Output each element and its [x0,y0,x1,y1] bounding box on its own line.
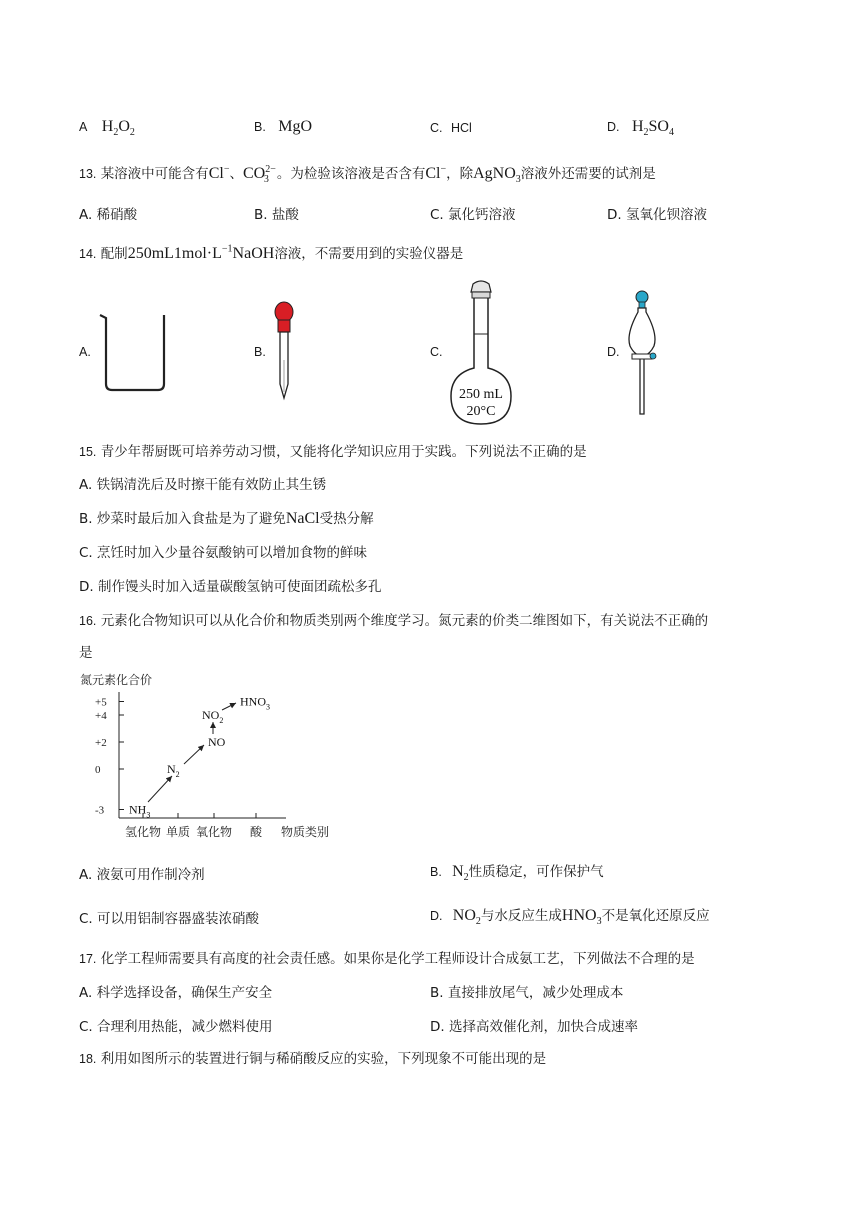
q13-option-a[interactable]: A. 稀硝酸 [79,207,138,223]
x-tick-label: 酸 [249,825,263,839]
arrow-nh3-to-n2 [148,776,172,802]
arrow-no2-to-hno3 [222,703,236,710]
q16-option-b[interactable]: B. $N_2$性质稳定，可作保护气 [430,863,604,884]
q14-option-c-label[interactable]: C. [430,345,443,359]
y-tick-label: -3 [95,804,105,817]
data-point-no: NO [208,735,226,749]
nitrogen-valence-chart [76,668,346,846]
q17-option-b[interactable]: B. 直接排放尾气，减少处理成本 [430,985,624,1001]
y-tick-label: 0 [95,764,101,776]
x-tick-label: 单质 [165,825,191,839]
separatory-funnel-icon[interactable] [622,290,662,418]
x-tick-label: 氧化物 [195,825,233,839]
y-tick-label: +4 [95,710,107,722]
q16-option-c[interactable]: C. 可以用铝制容器盛装浓硝酸 [79,911,260,927]
chart-xlabel: 物质类别 [281,825,330,839]
flask-temperature-label: 20°C [466,404,496,419]
y-tick-label: +5 [95,696,107,709]
question-15-stem: 15. 青少年帮厨既可培养劳动习惯，又能将化学知识应用于实践。下列说法不正确的是 [79,444,587,460]
data-point-n2: $N_2$ [167,762,180,779]
q12-option-a[interactable]: A $H_2O_2$ [79,118,135,139]
y-tick-label: +2 [95,737,107,749]
beaker-icon[interactable] [96,310,172,394]
data-point-nh3: $NH_3$ [129,802,151,820]
q17-option-d[interactable]: D. 选择高效催化剂，加快合成速率 [430,1019,638,1035]
q15-option-b[interactable]: B. 炒菜时最后加入食盐是为了避免NaCl受热分解 [79,510,374,527]
q15-option-c[interactable]: C. 烹饪时加入少量谷氨酸钠可以增加食物的鲜味 [79,545,368,561]
data-point-no2: $NO_2$ [202,708,224,725]
data-point-hno3: $HNO_3$ [240,694,270,712]
chart-ylabel: 氮元素化合价 [80,673,153,687]
dropper-icon[interactable] [270,300,300,404]
question-16-stem-line1: 16. 元素化合物知识可以从化合价和物质类别两个维度学习。氮元素的价类二维图如下，有关说法不正确的 [79,613,709,629]
q16-option-d[interactable]: D. $NO_2$与水反应生成$HNO_3$不是氧化还原反应 [430,907,710,928]
q12-option-d[interactable]: D. $H_2SO_4$ [607,118,674,139]
q13-option-d[interactable]: D. 氢氧化钡溶液 [607,207,707,223]
question-13-stem: 13. 某溶液中可能含有Cl−、$CO^{2-}_3$ 。为检验该溶液是否含有Cl−，除AgNO$_3$溶液外还需要的试剂是 [79,163,656,186]
q12-option-b[interactable]: B. MgO [254,118,313,135]
q17-option-a[interactable]: A. 科学选择设备，确保生产安全 [79,985,273,1001]
q15-option-d[interactable]: D. 制作馒头时加入适量碳酸氢钠可使面团疏松多孔 [79,579,382,595]
q14-option-d-label[interactable]: D. [607,345,620,359]
q15-option-a[interactable]: A. 铁锅清洗后及时擦干能有效防止其生锈 [79,477,327,493]
q12-option-c[interactable]: C. HCl [430,121,472,135]
formula-mgo: MgO [278,118,313,135]
question-18-stem: 18. 利用如图所示的装置进行铜与稀硝酸反应的实验，下列现象不可能出现的是 [79,1051,547,1067]
question-17-stem: 17. 化学工程师需要具有高度的社会责任感。如果你是化学工程师设计合成氨工艺，下列做法不合理的是 [79,951,695,967]
formula-hcl: HCl [450,121,472,135]
formula-h2so4: $H_2SO_4$ [631,118,674,139]
question-14-stem: 14. 配制$250mL1mol\cdot L^{-1}NaOH$溶液，不需要用到的实验仪器是 [79,243,464,262]
question-16-stem-line2: 是 [79,645,93,661]
volumetric-flask-icon[interactable] [446,278,516,428]
q16-option-a[interactable]: A. 液氨可用作制冷剂 [79,867,205,883]
q14-option-a-label[interactable]: A. [79,345,91,359]
arrow-n2-to-no [184,745,204,764]
flask-volume-label: 250 mL [459,387,503,402]
q14-option-b-label[interactable]: B. [254,345,266,359]
q13-option-b[interactable]: B. 盐酸 [254,207,299,223]
q13-option-c[interactable]: C. 氯化钙溶液 [430,207,516,223]
q17-option-c[interactable]: C. 合理利用热能，减少燃料使用 [79,1019,273,1035]
formula-h2o2: $H_2O_2$ [101,118,135,139]
x-tick-label: 氢化物 [124,825,162,839]
